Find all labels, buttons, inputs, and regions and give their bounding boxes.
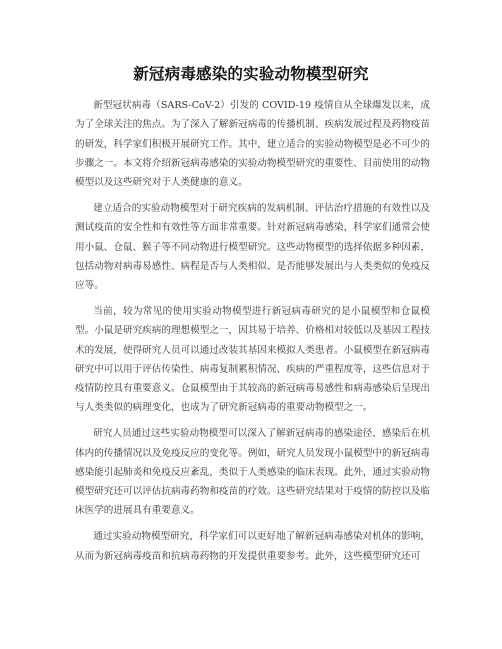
paragraph-3: 当前，较为常见的使用实验动物模型进行新冠病毒研究的是小鼠模型和仓鼠模型。小鼠是研究疾病的理想模型之一，因其易于培养、价格相对较低以及基因工程技术的发展，使得研究人员可以通过改装其基因来模拟人类患者。小鼠模型在新冠病毒研究中可以用于评估传染性、病毒复制累积情况、疾病的严重程度等，这些信息对于疫情防控具有重要意义。仓鼠模型由于其较高的新冠病毒易感性和病毒感染后呈现出与人类类似的病理变化，也成为了研究新冠病毒的重要动物模型之一。 xyxy=(75,305,430,414)
paragraph-5: 通过实验动物模型研究，科学家们可以更好地了解新冠病毒感染对机体的影响，从而为新冠病毒疫苗和抗病毒药物的开发提供重要参考。此外，这些模型研究还可 xyxy=(75,531,430,562)
paragraph-4: 研究人员通过这些实验动物模型可以深入了解新冠病毒的感染途径、感染后在机体内的传播情况以及免疫反应的变化等。例如，研究人员发现小鼠模型中的新冠病毒感染能引起肺炎和免疫反应紊乱，类似于人类感染的临床表现。此外，通过实验动物模型研究还可以评估抗病毒药物和疫苗的疗效。这些研究结果对于疫情的防控以及临床医学的进展具有重要意义。 xyxy=(75,428,430,517)
document-title: 新冠病毒感染的实验动物模型研究 xyxy=(133,65,369,83)
paragraph-2: 建立适合的实验动物模型对于研究疾病的发病机制、评估治疗措施的有效性以及测试疫苗的安全性和有效性等方面非常重要。针对新冠病毒感染，科学家们通常会使用小鼠、仓鼠、猴子等不同动物进行模型研究。这些动物模型的选择依据多种因素，包括动物对病毒易感性、病程是否与人类相似、是否能够发展出与人类类似的免疫反应等。 xyxy=(75,202,430,292)
paragraph-1: 新型冠状病毒（SARS-CoV-2）引发的 COVID-19 疫情自从全球爆发以来，成为了全球关注的焦点。为了深入了解新冠病毒的传播机制、疾病发展过程及药物疫苗的研发，科学家们积极开展研究工作。其中，建立适合的实验动物模型是必不可少的步骤之一。本文将介绍新冠病毒感染的实验动物模型研究的重要性、目前使用的动物模型以及这些研究对于人类健康的意义。 xyxy=(75,100,430,189)
document-body xyxy=(75,96,430,572)
